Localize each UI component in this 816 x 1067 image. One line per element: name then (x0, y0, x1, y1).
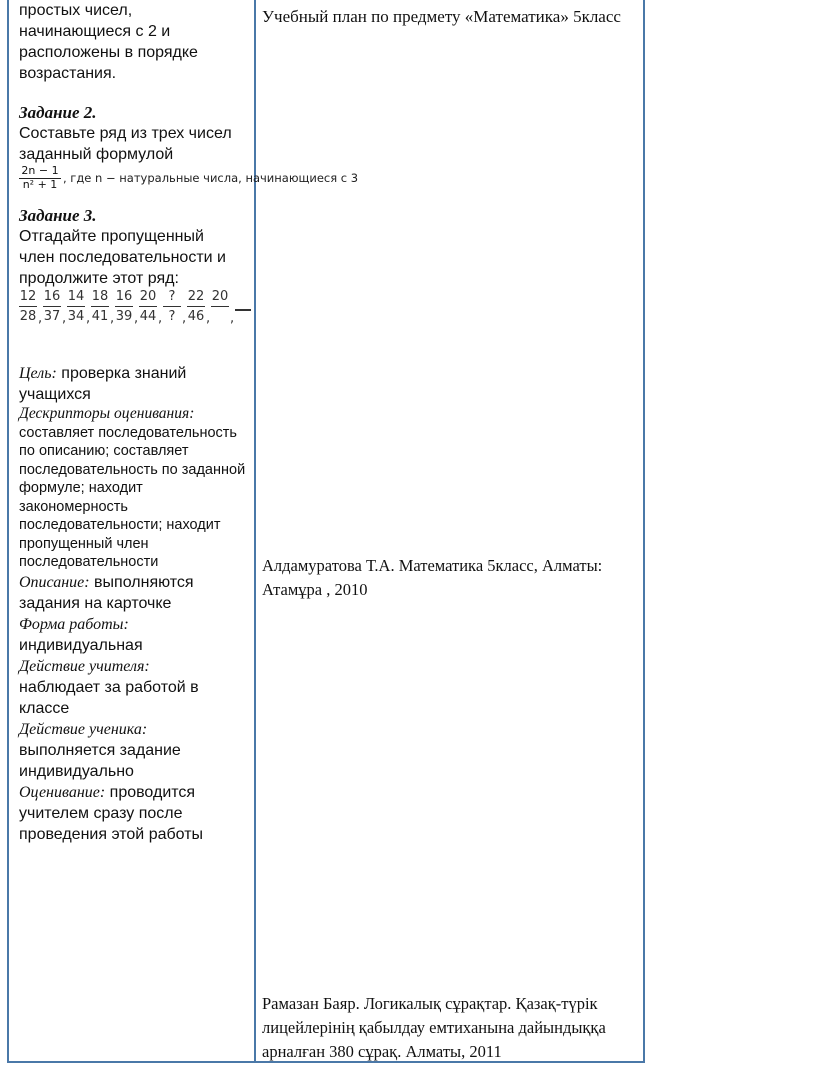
sequence-fraction (163, 289, 181, 324)
descriptor-line: составляет последовательность (19, 424, 237, 441)
intro-line: простых чисел, (19, 2, 133, 19)
reference-line: лицейлерінің қабылдау емтиханына дайындыққа (262, 1018, 606, 1037)
descriptor-line: последовательности; находит (19, 517, 221, 533)
fraction-numerator: 14 (67, 289, 85, 307)
task2-formula (19, 165, 359, 195)
reference-line: Рамазан Баяр. Логикалық сұрақтар. Қазақ-түрік (262, 994, 598, 1013)
intro-line: возрастания. (19, 65, 117, 82)
sequence-comma: , (158, 311, 163, 326)
intro-line: начинающиеся с 2 и (19, 23, 171, 40)
fraction-denominator: 28 (19, 309, 37, 324)
formula-numerator: 2n − 1 (19, 165, 61, 179)
description-label: Описание: (19, 573, 90, 591)
descriptor-line: пропущенный член (19, 535, 149, 552)
sequence-fraction (43, 289, 61, 324)
goal-text-2: учащихся (19, 386, 91, 403)
column-divider (254, 0, 256, 1063)
intro-line: расположены в порядке (19, 44, 198, 61)
sequence-comma: , (134, 311, 139, 326)
descriptor-line: последовательность по заданной (19, 461, 246, 478)
descriptors-label: Дескрипторы оценивания: (19, 405, 195, 422)
sequence-fraction (67, 289, 85, 324)
reference-bayar (262, 992, 606, 1064)
sequence-comma: , (206, 311, 211, 326)
sequence-fraction (19, 289, 37, 324)
descriptor-line: последовательности (19, 554, 159, 570)
sequence-comma: , (230, 311, 235, 326)
fraction-numerator: 22 (187, 289, 205, 307)
task3-line: продолжите этот ряд: (19, 270, 179, 287)
fraction-denominator: 39 (115, 309, 133, 324)
fraction-numerator: ? (163, 289, 181, 307)
form-text: индивидуальная (19, 636, 143, 654)
curriculum-title: Учебный план по предмету «Математика» 5класс (262, 7, 621, 26)
teacher-label: Действие учителя: (19, 657, 150, 675)
task2-title: Задание 2. (19, 103, 97, 122)
student-label: Действие ученика: (19, 720, 148, 738)
teacher-line: наблюдает за работой в (19, 678, 199, 696)
fraction-denominator: ? (168, 309, 176, 324)
sequence-comma: , (182, 311, 187, 326)
sequence-fraction (187, 289, 205, 324)
reference-line: арналған 380 сұрақ. Алматы, 2011 (262, 1042, 502, 1061)
sequence-comma: , (38, 311, 43, 326)
sequence-fraction (139, 289, 157, 324)
reference-aldamuratova (262, 554, 602, 602)
task3-line: член последовательности и (19, 249, 226, 266)
fraction-numerator: 20 (211, 289, 229, 307)
fraction-denominator: 41 (91, 309, 109, 324)
fraction-numerator: 16 (115, 289, 133, 307)
form-label: Форма работы: (19, 615, 129, 633)
task3-sequence (19, 289, 279, 333)
fraction-numerator: 20 (139, 289, 157, 307)
goal-text: проверка знаний (56, 365, 187, 382)
fraction-denominator: 34 (67, 309, 85, 324)
task3-line: Отгадайте пропущенный (19, 228, 204, 245)
sequence-fraction (91, 289, 109, 324)
formula-denominator: n² + 1 (22, 178, 58, 191)
task2-line: заданный формулой (19, 146, 174, 163)
descriptor-line: по описанию; составляет (19, 443, 189, 459)
assessment-line: проведения этой работы (19, 825, 204, 843)
fraction-denominator (211, 307, 229, 309)
student-line: выполняется задание (19, 741, 181, 759)
sequence-blank (235, 309, 251, 311)
assessment-text: проводится (105, 783, 196, 801)
descriptor-line: формуле; находит (19, 480, 143, 496)
formula-condition: , где n − натуральные числа, начинающиеся с 3 (63, 171, 359, 185)
intro-text (19, 0, 251, 84)
sequence-comma: , (86, 311, 91, 326)
task3-title: Задание 3. (19, 206, 97, 225)
description-text: выполняются (89, 573, 194, 591)
fraction-denominator: 46 (187, 309, 205, 324)
assessment-label: Оценивание: (19, 783, 106, 801)
reference-line: Атамұра , 2010 (262, 580, 368, 599)
fraction-numerator: 12 (19, 289, 37, 307)
sequence-comma: , (62, 311, 67, 326)
sequence-fraction (115, 289, 133, 324)
fraction-numerator: 18 (91, 289, 109, 307)
fraction-denominator: 44 (139, 309, 157, 324)
descriptor-line: закономерность (19, 498, 128, 515)
student-line: индивидуально (19, 762, 134, 780)
sequence-fraction (211, 289, 229, 309)
formula-fraction (19, 165, 61, 191)
fraction-numerator: 16 (43, 289, 61, 307)
sequence-comma: , (110, 311, 115, 326)
goal-label: Цель: (19, 365, 57, 382)
assessment-line: учителем сразу после (19, 804, 183, 822)
fraction-denominator: 37 (43, 309, 61, 324)
teacher-line: классе (19, 699, 70, 717)
description-text-2: задания на карточке (19, 594, 172, 612)
reference-line: Алдамуратова Т.А. Математика 5класс, Алматы: (262, 556, 603, 575)
task2-line: Составьте ряд из трех чисел (19, 125, 232, 142)
